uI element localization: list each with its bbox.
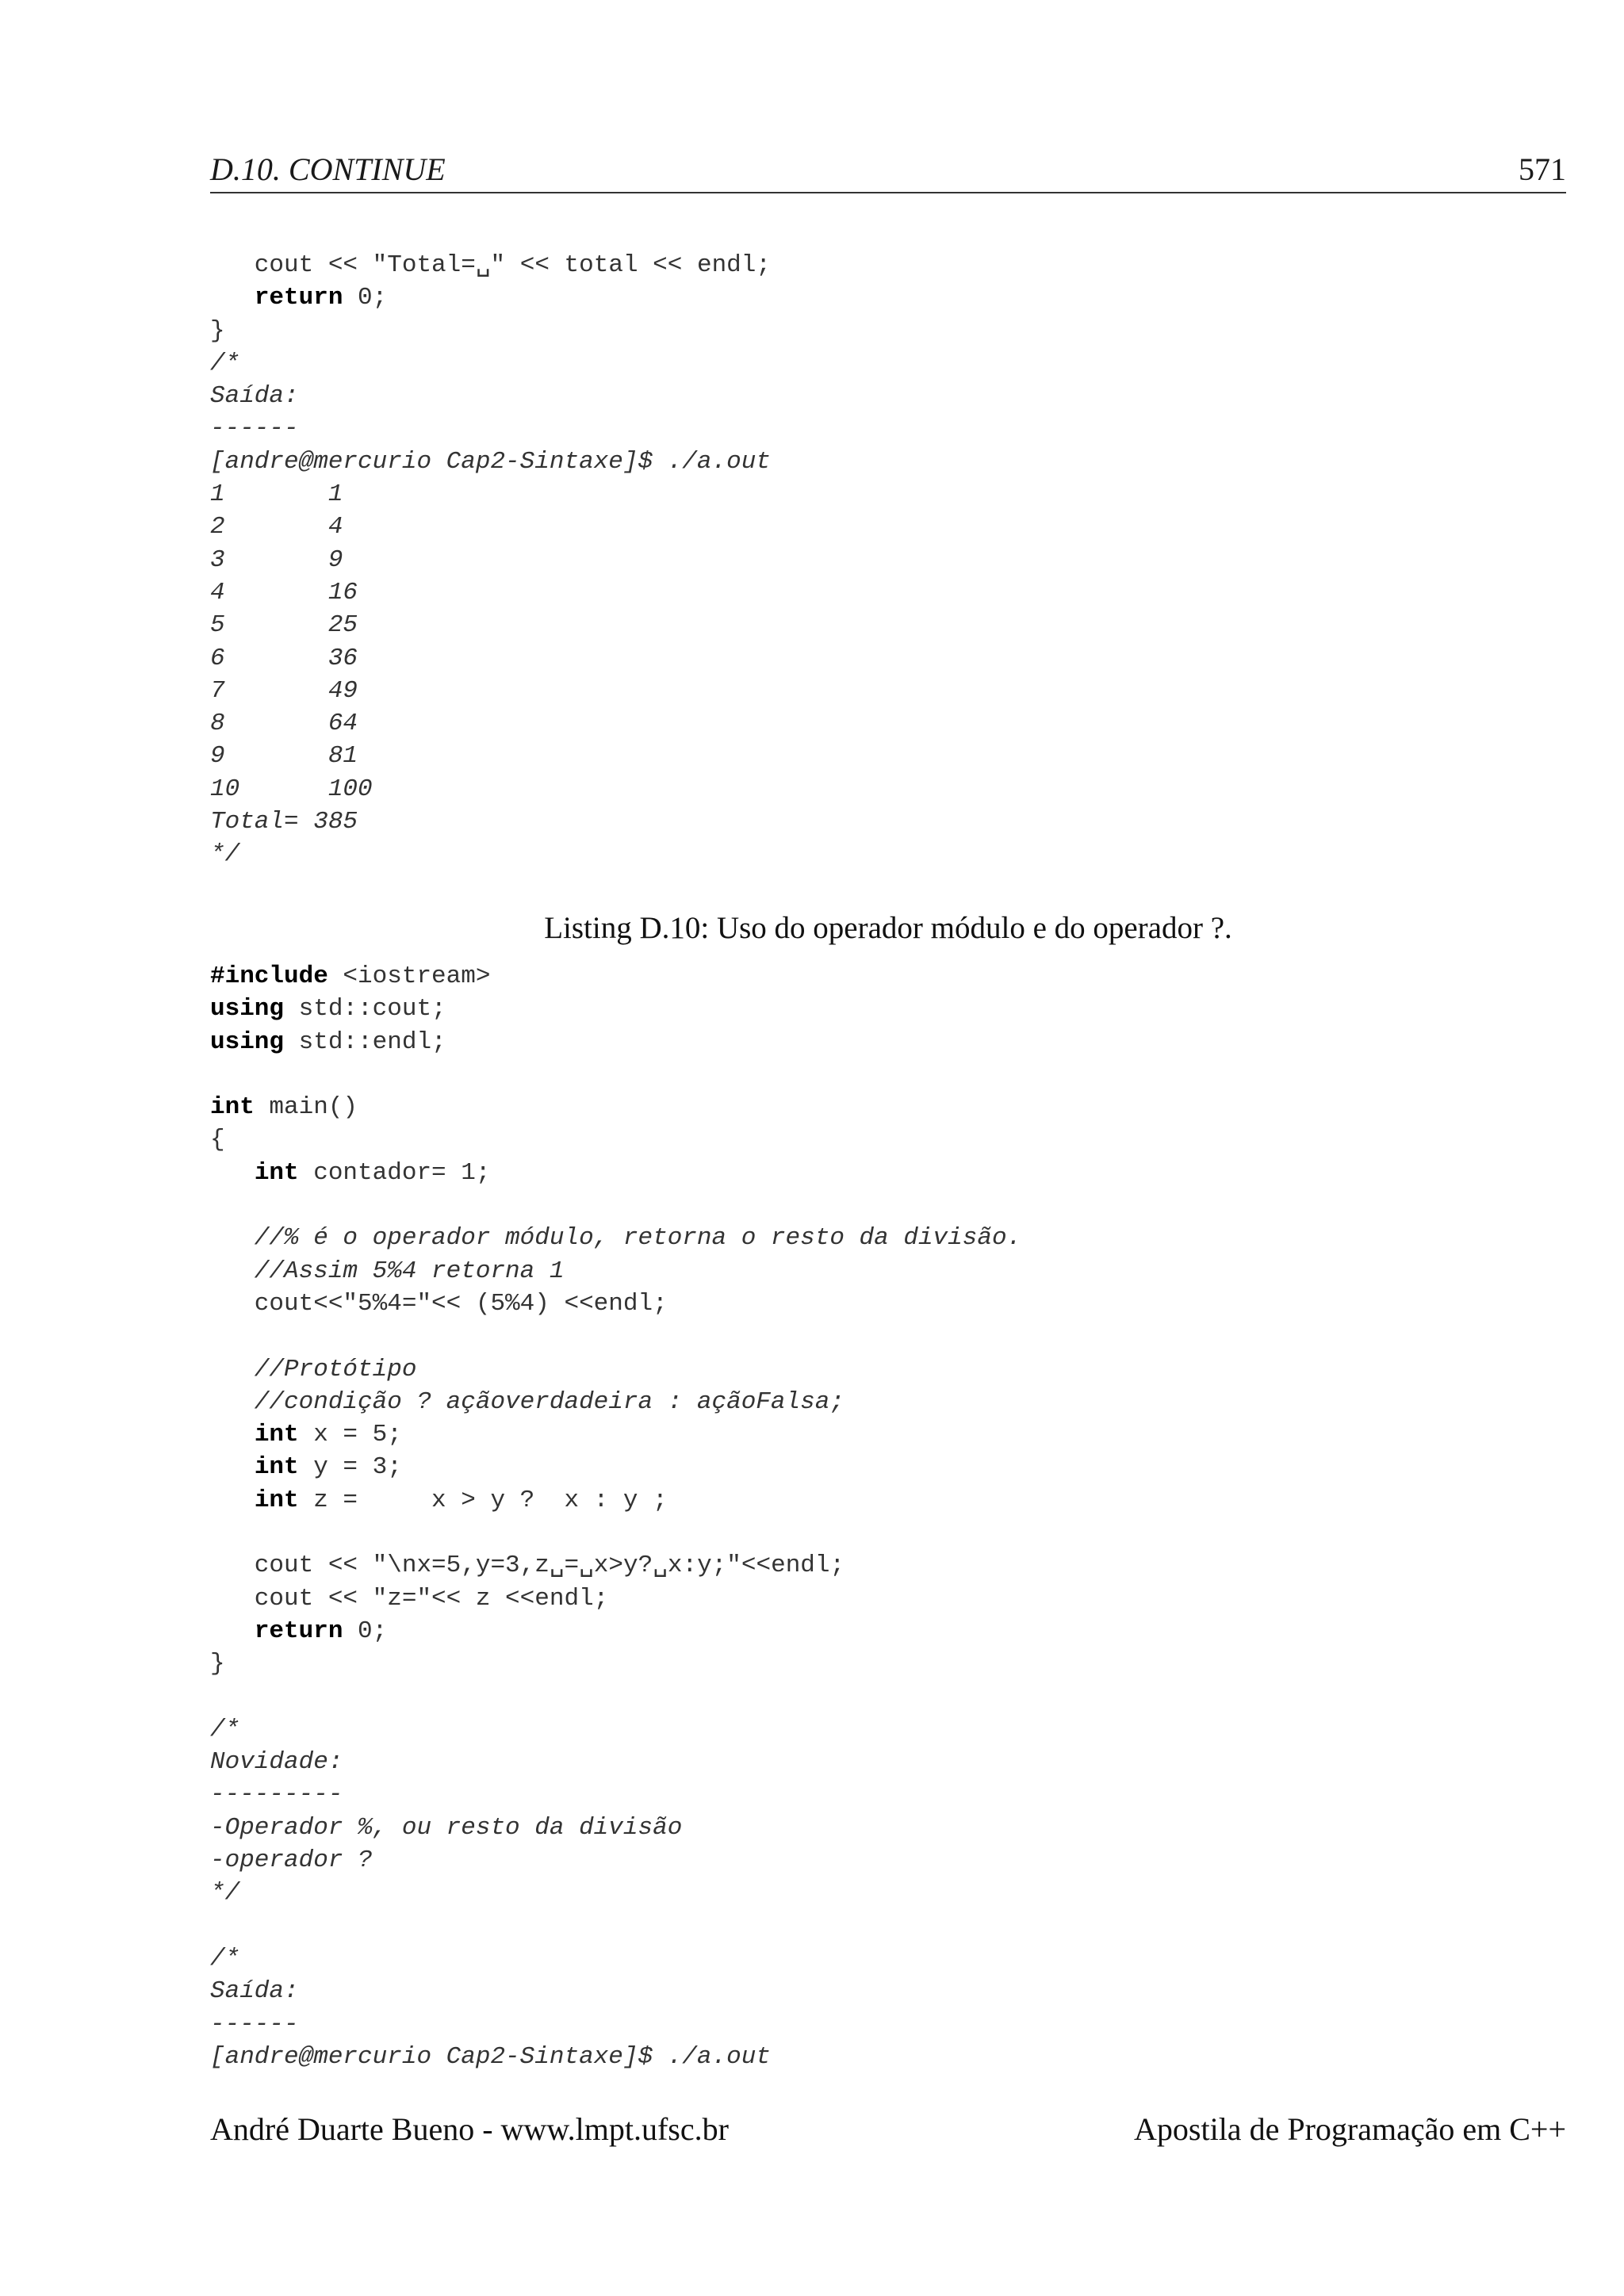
code-comment: 1 1 [210, 480, 343, 509]
code-comment: --------- [210, 1781, 343, 1809]
page-header [210, 151, 1566, 193]
code-line [210, 1123, 1021, 1156]
code-line [210, 609, 771, 641]
code-line [210, 642, 771, 675]
code-text [210, 1617, 255, 1645]
code-text [210, 284, 255, 312]
code-comment: */ [210, 1879, 240, 1908]
code-listing-continuation [210, 249, 771, 871]
footer-author: André Duarte Bueno - www.lmpt.ufsc.br [210, 2111, 729, 2147]
code-line [210, 1942, 1021, 1975]
code-line [210, 1877, 1021, 1909]
code-text: cout << "\nx=5,y=3,z␣=␣x>y?␣x:y;"<<endl; [210, 1552, 845, 1580]
code-line [210, 1320, 1021, 1353]
code-keyword: return [254, 1617, 343, 1645]
code-text: 0; [343, 1617, 388, 1645]
code-comment: 7 49 [210, 676, 358, 705]
code-line [210, 1582, 1021, 1615]
code-line [210, 675, 771, 707]
code-text: y = 3; [298, 1453, 402, 1482]
code-line [210, 2008, 1021, 2041]
code-line [210, 446, 771, 478]
code-comment: 6 36 [210, 644, 358, 672]
code-line [210, 1615, 1021, 1647]
listing-caption: Listing D.10: Uso do operador módulo e do operador ?. [544, 911, 1232, 945]
code-comment: ------ [210, 2010, 299, 2038]
code-line [210, 1681, 1021, 1713]
code-comment: 5 25 [210, 611, 358, 640]
code-line [210, 1058, 1021, 1091]
code-comment: Novidade: [210, 1748, 343, 1777]
code-comment: /* [210, 1715, 240, 1743]
code-line [210, 806, 771, 838]
code-line [210, 1222, 1021, 1254]
code-line [210, 1910, 1021, 1942]
code-line [210, 1647, 1021, 1680]
code-keyword: int [254, 1421, 299, 1449]
code-line [210, 1812, 1021, 1844]
code-line [210, 773, 771, 806]
code-line [210, 1517, 1021, 1549]
code-keyword: using [210, 1027, 285, 1056]
code-text: std::endl; [284, 1027, 446, 1056]
code-line [210, 347, 771, 380]
code-line [210, 511, 771, 543]
code-line [210, 281, 771, 314]
code-line [210, 1778, 1021, 1811]
code-line [210, 1255, 1021, 1288]
page-number: 571 [1519, 151, 1566, 187]
code-line [210, 544, 771, 576]
code-keyword: int [254, 1486, 299, 1514]
code-line [210, 478, 771, 511]
code-line [210, 838, 771, 871]
code-text: cout << "Total=␣" << total << endl; [210, 251, 771, 279]
code-keyword: int [210, 1093, 255, 1122]
code-comment: */ [210, 840, 240, 869]
code-text: contador= 1; [298, 1158, 491, 1187]
code-text: main() [254, 1093, 358, 1122]
code-comment: Total= 385 [210, 808, 358, 836]
code-comment: ------ [210, 415, 299, 443]
code-line [210, 380, 771, 412]
code-line [210, 412, 771, 445]
code-line [210, 1189, 1021, 1222]
code-text: 0; [343, 284, 388, 312]
code-text: cout<<"5%4="<< (5%4) <<endl; [210, 1289, 668, 1318]
code-listing-d10 [210, 960, 1021, 2073]
code-comment: /* [210, 349, 240, 377]
code-text: { [210, 1126, 225, 1154]
code-comment: //condição ? açãoverdadeira : açãoFalsa; [210, 1387, 845, 1416]
code-keyword: using [210, 995, 285, 1024]
footer-book-title: Apostila de Programação em C++ [1134, 2111, 1566, 2147]
code-line [210, 1091, 1021, 1123]
code-line [210, 1975, 1021, 2007]
code-text: } [210, 1650, 225, 1678]
code-line [210, 960, 1021, 993]
code-comment: 9 81 [210, 742, 358, 771]
code-line [210, 1451, 1021, 1483]
code-line [210, 2041, 1021, 2073]
code-line [210, 1386, 1021, 1418]
code-comment: [andre@mercurio Cap2-Sintaxe]$ ./a.out [210, 2042, 771, 2071]
code-text: std::cout; [284, 995, 446, 1024]
code-line [210, 1288, 1021, 1320]
code-line [210, 1549, 1021, 1582]
code-comment: 8 64 [210, 710, 358, 738]
code-comment: //Assim 5%4 retorna 1 [210, 1257, 565, 1285]
code-line [210, 740, 771, 772]
code-comment: 2 4 [210, 513, 343, 541]
code-comment: -operador ? [210, 1846, 373, 1875]
code-line [210, 1484, 1021, 1517]
section-title: D.10. CONTINUE [210, 151, 446, 187]
code-line [210, 249, 771, 281]
code-text: } [210, 316, 225, 345]
code-line [210, 1157, 1021, 1189]
code-text [210, 1453, 255, 1481]
code-comment: Saída: [210, 1977, 299, 2006]
code-line [210, 1353, 1021, 1386]
code-line [210, 1746, 1021, 1778]
code-line [210, 1713, 1021, 1746]
code-comment: 3 9 [210, 545, 343, 574]
code-line [210, 707, 771, 740]
code-text: x = 5; [298, 1421, 402, 1449]
code-comment: //Protótipo [210, 1355, 417, 1383]
code-comment: [andre@mercurio Cap2-Sintaxe]$ ./a.out [210, 447, 771, 476]
code-text [210, 1487, 255, 1514]
code-comment: -Operador %, ou resto da divisão [210, 1813, 683, 1842]
code-line [210, 576, 771, 609]
code-line [210, 315, 771, 347]
code-keyword: #include [210, 962, 328, 990]
code-text: cout << "z="<< z <<endl; [210, 1584, 609, 1613]
code-line [210, 1844, 1021, 1877]
code-line [210, 993, 1021, 1025]
code-keyword: int [254, 1453, 299, 1482]
code-text [210, 1159, 255, 1187]
code-comment: /* [210, 1944, 240, 1973]
code-comment: //% é o operador módulo, retorna o resto da divisão. [210, 1224, 1022, 1253]
code-text: z = x > y ? x : y ; [298, 1486, 668, 1514]
code-comment: 4 16 [210, 578, 358, 607]
code-keyword: return [254, 284, 343, 312]
code-comment: 10 100 [210, 775, 373, 803]
code-text [210, 1421, 255, 1448]
code-comment: Saída: [210, 382, 299, 411]
code-line [210, 1026, 1021, 1058]
code-keyword: int [254, 1158, 299, 1187]
code-line [210, 1418, 1021, 1451]
code-text: <iostream> [327, 962, 491, 990]
